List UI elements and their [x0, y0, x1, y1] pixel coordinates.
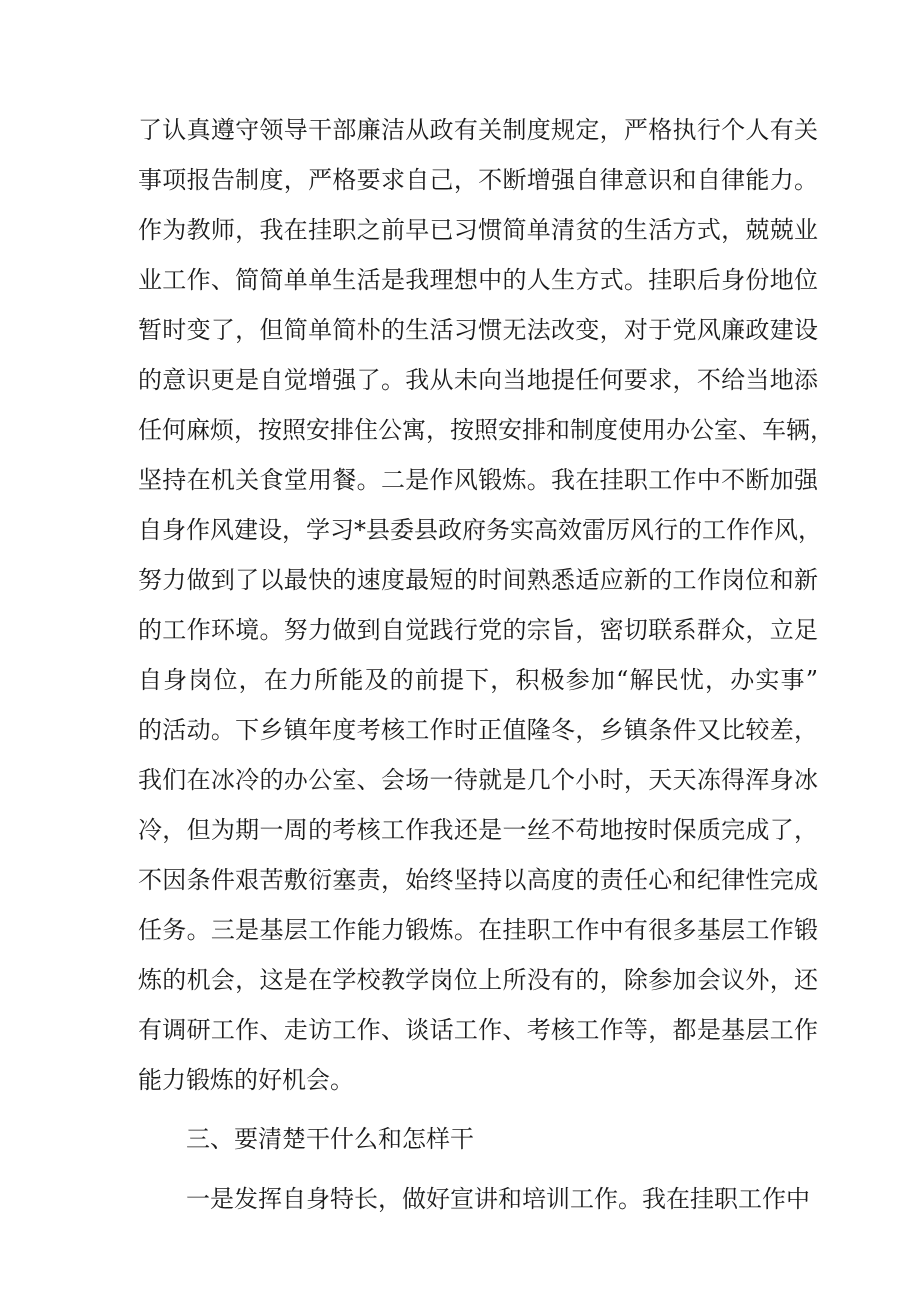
- text-line: 作为教师，我在挂职之前早已习惯简单清贫的生活方式，兢兢业: [138, 216, 818, 244]
- paragraph-first-line: 一是发挥自身特长，做好宣讲和培训工作。我在挂职工作中: [186, 1185, 810, 1213]
- text-line: 有调研工作、走访工作、谈话工作、考核工作等，都是基层工作: [138, 1016, 818, 1044]
- section-heading: 三、要清楚干什么和怎样干: [186, 1125, 474, 1153]
- text-line: 努力做到了以最快的速度最短的时间熟悉适应新的工作岗位和新: [138, 566, 818, 594]
- text-line: 任务。三是基层工作能力锻炼。在挂职工作中有很多基层工作锻: [138, 916, 818, 944]
- text-line: 我们在冰冷的办公室、会场一待就是几个小时，天天冻得浑身冰: [138, 766, 818, 794]
- text-line: 事项报告制度，严格要求自己，不断增强自律意识和自律能力。: [138, 166, 818, 194]
- text-line: 的意识更是自觉增强了。我从未向当地提任何要求，不给当地添: [138, 366, 818, 394]
- text-line: 任何麻烦，按照安排住公寓，按照安排和制度使用办公室、车辆，: [138, 416, 834, 444]
- text-line: 能力锻炼的好机会。: [138, 1066, 354, 1094]
- text-line: 冷，但为期一周的考核工作我还是一丝不苟地按时保质完成了，: [138, 816, 818, 844]
- text-line: 不因条件艰苦敷衍塞责，始终坚持以高度的责任心和纪律性完成: [138, 866, 818, 894]
- text-line: 的工作环境。努力做到自觉践行党的宗旨，密切联系群众，立足: [138, 616, 818, 644]
- text-line: 的活动。下乡镇年度考核工作时正值隆冬，乡镇条件又比较差，: [138, 716, 818, 744]
- text-line: 坚持在机关食堂用餐。二是作风锻炼。我在挂职工作中不断加强: [138, 466, 818, 494]
- text-line: 自身岗位，在力所能及的前提下，积极参加“解民忧，办实事”: [138, 666, 818, 694]
- text-line: 炼的机会，这是在学校教学岗位上所没有的，除参加会议外，还: [138, 966, 818, 994]
- text-line: 自身作风建设，学习*县委县政府务实高效雷厉风行的工作作风，: [138, 516, 822, 544]
- text-line: 业工作、简简单单生活是我理想中的人生方式。挂职后身份地位: [138, 266, 818, 294]
- text-line: 暂时变了，但简单简朴的生活习惯无法改变，对于党风廉政建设: [138, 316, 818, 344]
- text-line: 了认真遵守领导干部廉洁从政有关制度规定，严格执行个人有关: [138, 116, 818, 144]
